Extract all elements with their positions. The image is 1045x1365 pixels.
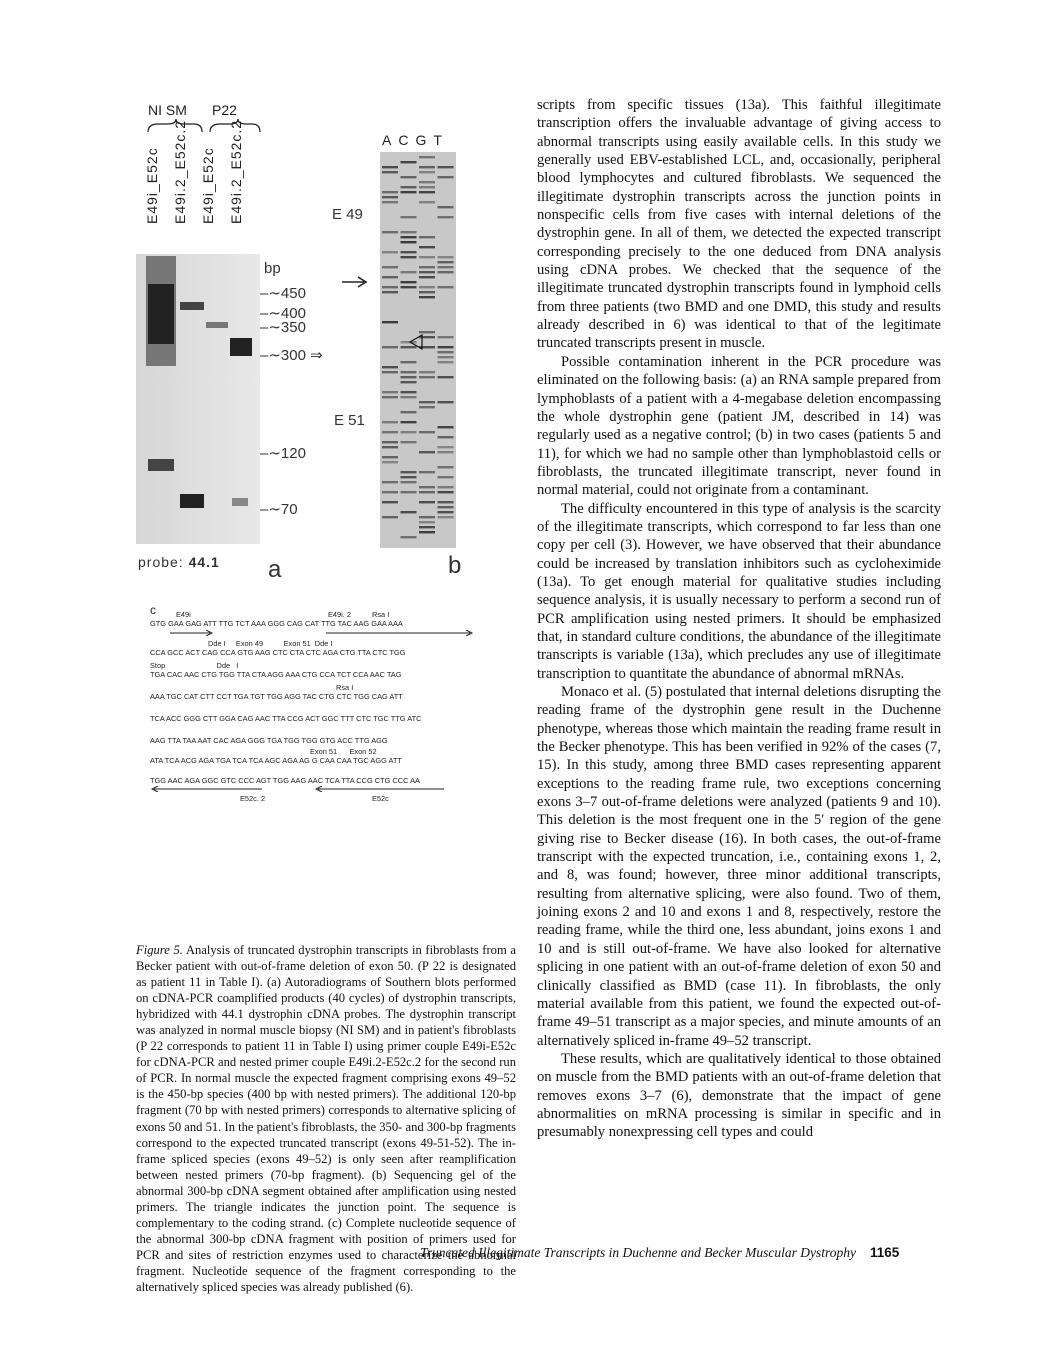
seq-line-2-labels: Dde I Exon 49 Exon 51 Dde I (208, 639, 333, 648)
gel-band (419, 401, 435, 403)
seq-line-7: ATA TCA ACG AGA TGA TCA TCA AGC AGA AG G CAA CAA TGC AGG ATT (150, 756, 402, 765)
gel-band (419, 491, 435, 493)
marker-450: –∼450 (260, 285, 306, 302)
gel-band (419, 181, 435, 183)
gel-band (401, 341, 417, 343)
gel-band (382, 441, 398, 443)
lane-label-2: E49i.2_E52c.2 (172, 119, 188, 224)
gel-band (382, 191, 398, 193)
gel-band (419, 156, 435, 158)
page-number: 1165 (869, 1245, 900, 1260)
gel-band (401, 256, 417, 258)
primer-e49i: E49i (176, 610, 191, 619)
gel-band (401, 481, 417, 483)
gel-band (401, 396, 417, 398)
gel-band (382, 371, 398, 373)
gel-band (438, 401, 454, 403)
gel-band (438, 336, 454, 338)
gel-band (438, 466, 454, 468)
gel-lane-headers: ACGT (382, 132, 449, 148)
sequencing-gel (380, 152, 456, 548)
paragraph-4: Monaco et al. (5) postulated that internal deletions disrupting the reading frame of the dystrophin gene result in the Duchenne phenotype, whereas those which maintain the reading frame result in the Becker phenotype. This has been verified in 92% of the cases (7, 15). In this study, among three BMD cases representing apparent exceptions to the reading frame rule, two exceptions concerning exons 3–7 out-of-frame deletions were analyzed (patients 9 and 10). This deletion is the most frequent one in the 5′ region of the gene giving rise to Becker disease (16). In both cases, the out-of-frame transcript with the expected truncation, i.e., containing exons 1, 2, and 8, was found; however, three minor additional transcripts, resulting from alternative splicing, were also found. Two of them, joining exons 2 and 10 and exons 1 and 8, respectively, restore the reading frame, while the third one, less abundant, joins exons 1 and 10 and is still out-of-frame. We have also looked for alternative splicing in one patient with an out-of-frame deletion of exon 50 and clinically classified as BMD (case 11). In fibroblasts, the only material available from this patient, we found the expected out-of-frame 49–51 transcript as a major species, and minute amounts of an alternatively spliced in-frame 49–52 transcript. (537, 684, 941, 1049)
gel-band (438, 436, 454, 438)
lane-label-1: E49i_E52c (144, 147, 160, 224)
gel-band (382, 171, 398, 173)
gel-band (419, 501, 435, 503)
exon-label-49: E 49 (332, 206, 363, 223)
gel-band (382, 481, 398, 483)
gel-band (438, 516, 454, 518)
gel-band (438, 446, 454, 448)
gel-band (382, 456, 398, 458)
rsa-site-1: Rsa I (372, 610, 390, 619)
gel-band (438, 491, 454, 493)
gel-band (382, 391, 398, 393)
junction-arrow-icon (342, 276, 372, 288)
probe-label: probe: 44.1 (138, 554, 220, 570)
page-footer (420, 1245, 945, 1261)
gel-band (419, 171, 435, 173)
gel-band (382, 201, 398, 203)
marker-70: –∼70 (260, 501, 298, 518)
gel-band (401, 346, 417, 348)
gel-band (438, 286, 454, 288)
gel-band (401, 371, 417, 373)
paragraph-1: scripts from specific tissues (13a). This faithful illegitimate transcription offers the invaluable advantage of giving access to abnormal transcripts using easily available cells. In this study we generally used EBV-established LCL, and, occasionally, peripheral blood lymphocytes and cultured fibroblasts. We sequenced the illegitimate dystrophin transcripts across the junction points in nonspecific cells from five cases with internal deletions of the dystrophin gene. In all of them, we detected the expected transcript corresponding precisely to the one deduced from DNA analysis using cDNA probes. We checked that the sequence of the illegitimate truncated dystrophin transcripts found in lymphoid cells from three patients (two BMD and one DMD, this study and results already described in 6) was identical to that of the legitimate truncated transcripts present in muscle. (537, 97, 941, 352)
gel-band (401, 421, 417, 423)
gel-band (438, 166, 454, 168)
marker-350: –∼350 (260, 319, 306, 336)
rsa-site-2: Rsa I (336, 683, 354, 692)
gel-band (382, 251, 398, 253)
gel-band (401, 376, 417, 378)
gel-band (419, 336, 435, 338)
gel-band (438, 176, 454, 178)
gel-band (438, 266, 454, 268)
gel-band (382, 346, 398, 348)
marker-300: –∼300 ⇒ (260, 347, 323, 364)
gel-band (419, 191, 435, 193)
paragraph-5: These results, which are qualitatively identical to those obtained on muscle from the BMD patients with an out-of-frame deletion that removes exons 3–7 (6), demonstrate that the impact of gene abnormalities on mRNA processing is similar in specific and in presumably nonexpressing cell types and could (537, 1050, 941, 1141)
gel-band (438, 206, 454, 208)
gel-band (401, 441, 417, 443)
gel-band (438, 376, 454, 378)
gel-band (401, 471, 417, 473)
gel-band (382, 446, 398, 448)
gel-band (401, 361, 417, 363)
gel-band (401, 476, 417, 478)
seq-line-2: CCA GCC ACT CAG CCA GTG AAG CTC CTA CTC AGA CTG TTA CTC TGG (150, 648, 406, 657)
gel-band (382, 166, 398, 168)
lane-label-3: E49i_E52c (200, 147, 216, 224)
primer-arrows-top (150, 630, 480, 636)
gel-band (419, 291, 435, 293)
gel-band (419, 531, 435, 533)
gel-band (401, 431, 417, 433)
gel-band (419, 296, 435, 298)
group-braces (146, 118, 266, 134)
gel-band (419, 371, 435, 373)
gel-band (382, 276, 398, 278)
lane-label-4: E49i.2_E52c.2 (228, 119, 244, 224)
paragraph-3: The difficulty encountered in this type of analysis is the scarcity of the illegitimate transcripts, which correspond to far less than one copy per cell (3). However, we have observed that their abundance could be increased by translation inhibitors such as cycloheximide (13a). To get enough material for qualitative studies including sequence analysis, it is usually necessary to perform a second run of PCR amplification using nested primers. It should be emphasized that, in standard culture conditions, the abundance of the illegitimate transcripts is variable (13a), which precludes any use of illegitimate transcription to quantitate the abundance of abnormal mRNAs. (537, 500, 941, 682)
gel-band (401, 411, 417, 413)
gel-band (419, 516, 435, 518)
gel-band (401, 286, 417, 288)
gel-band (401, 536, 417, 538)
gel-band (419, 276, 435, 278)
gel-band (419, 246, 435, 248)
paragraph-2: Possible contamination inherent in the PCR procedure was eliminated on the following basis: (a) an RNA sample prepared from lymphoblasts of a patient with a 4-megabase deletion encompassing the whole dystrophin gene (patient JM, described in 14) was regularly used as a negative control; (b) in two cases (patients 5 and 11), for which we had no sample other than lymphoblastoid cells or fibroblasts, the truncated illegitimate transcript, never found in normal material, could not originate from a contaminant. (537, 353, 941, 499)
seq-line-8: TGG AAC AGA GGC GTC CCC AGT TGG AAG AAC TCA TTA CCG CTG CCC AA (150, 776, 420, 785)
gel-band (401, 231, 417, 233)
gel-band (419, 431, 435, 433)
gel-band (419, 271, 435, 273)
figure-caption (136, 942, 516, 1295)
gel-band (438, 501, 454, 503)
gel-band (438, 356, 454, 358)
gel-band (382, 231, 398, 233)
seq-line-6: AAG TTA TAA AAT CAC AGA GGG TGA TGG TGG GTG ACC TTG AGG (150, 736, 388, 745)
caption-text: Analysis of truncated dystrophin transcripts in fibroblasts from a Becker patient with out-of-frame deletion of exon 50. (P 22 is designated as patient 11 in Table I). (a) Autoradiograms of Southern blots performed on cDNA-PCR coamplified products (40 cycles) of dystrophin transcripts, hybridized with 44.1 dystrophin cDNA probes. The dystrophin transcript was analyzed in normal muscle biopsy (NI SM) and in patient's fibroblasts (P 22 corresponds to patient 11 in Table I) using primer couple E49i-E52c for cDNA-PCR and nested primer couple E49i.2-E52c.2 for the second run of PCR. In normal muscle the expected fragment comprising exons 49–52 is the 450-bp species (400 bp with nested primers). The additional 120-bp fragment (70 bp with nested primers) corresponds to alternative splicing of exons 50 and 51. In the patient's fibroblasts, the 350- and 300-bp fragments correspond to the expected truncated transcript (exons 49-51-52). The in-frame spliced species (exons 49–52) is only seen after reamplification between nested primers (70-bp fragment). (b) Sequencing gel of the abnormal 300-bp cDNA segment obtained after amplification using nested primers. The triangle indicates the junction point. The sequence is complementary to the coding strand. (c) Complete nucleotide sequence of the abnormal 300-bp cDNA fragment with position of primers used for PCR and sites of restriction enzymes used to characterize the abnormal fragment. Nucleotide sequence of the fragment corresponding to the alternatively spliced species was already published (6). (136, 943, 517, 1294)
exon-label-51: E 51 (334, 412, 365, 429)
gel-band (419, 486, 435, 488)
figure-5 (136, 96, 516, 596)
gel-band (401, 511, 417, 513)
gel-band (419, 236, 435, 238)
gel-band (419, 376, 435, 378)
gel-band (438, 361, 454, 363)
gel-band (401, 236, 417, 238)
gel-band (419, 331, 435, 333)
marker-400: –∼400 (260, 305, 306, 322)
gel-band (401, 281, 417, 283)
gel-band (382, 501, 398, 503)
bp-label: bp (264, 260, 281, 277)
seq-line-7-labels: Exon 51 Exon 52 (310, 747, 377, 756)
gel-band (419, 166, 435, 168)
gel-band (401, 161, 417, 163)
seq-line-3: TGA CAC AAC CTG TGG TTA CTA AGG AAA CTG CCA TCT CCA AAC TAG (150, 670, 402, 679)
gel-band (382, 196, 398, 198)
gel-band (401, 216, 417, 218)
seq-line-4: AAA TGC CAT CTT CCT TGA TGT TGG AGG TAC CTG CTC TGG CAG ATT (150, 692, 403, 701)
gel-band (382, 491, 398, 493)
gel-band (382, 396, 398, 398)
gel-band (419, 286, 435, 288)
gel-band (382, 266, 398, 268)
gel-band (382, 431, 398, 433)
gel-band (419, 201, 435, 203)
autoradiogram (136, 254, 260, 544)
gel-band (382, 291, 398, 293)
running-title: Truncated Illegitimate Transcripts in Duchenne and Becker Muscular Dystrophy (420, 1245, 856, 1260)
gel-band (438, 451, 454, 453)
gel-band (419, 526, 435, 528)
primer-e52c-2: E52c. 2 (240, 794, 266, 803)
gel-band (438, 426, 454, 428)
gel-band (438, 511, 454, 513)
gel-band (401, 491, 417, 493)
gel-band (401, 176, 417, 178)
seq-line-3-labels: Stop Dde I (150, 661, 239, 670)
gel-band (419, 256, 435, 258)
gel-band (401, 191, 417, 193)
gel-band (438, 351, 454, 353)
gel-band (382, 461, 398, 463)
gel-band (438, 346, 454, 348)
primer-e52c: E52c (372, 794, 389, 803)
gel-band (438, 261, 454, 263)
marker-120: –∼120 (260, 445, 306, 462)
gel-band (419, 451, 435, 453)
gel-band (382, 321, 398, 323)
gel-band (419, 406, 435, 408)
gel-band (438, 271, 454, 273)
gel-band (438, 486, 454, 488)
caption-label: Figure 5. (136, 943, 183, 957)
gel-band (438, 216, 454, 218)
group-label-patient: P22 (212, 102, 237, 118)
primer-e49i-2: E49i. 2 (328, 610, 352, 619)
gel-band (382, 516, 398, 518)
gel-band (382, 421, 398, 423)
gel-band (438, 256, 454, 258)
seq-line-5: TCA ACC GGG CTT GGA CAG AAC TTA CCG ACT GGC TTT CTC TGC TTG ATC (150, 714, 422, 723)
gel-band (419, 186, 435, 188)
gel-band (438, 476, 454, 478)
panel-letter-b: b (448, 552, 462, 579)
gel-band (419, 521, 435, 523)
gel-band (401, 241, 417, 243)
gel-band (401, 381, 417, 383)
gel-band (438, 506, 454, 508)
gel-band (419, 266, 435, 268)
primer-arrows-bottom (150, 786, 480, 792)
gel-band (401, 271, 417, 273)
gel-band (401, 251, 417, 253)
body-text-column (537, 96, 941, 1142)
gel-band (419, 471, 435, 473)
gel-band (401, 391, 417, 393)
gel-band (382, 366, 398, 368)
seq-line-1: GTG GAA GAG ATT TTG TCT AAA GGG CAG CAT TTG TAC AAG GAA AAA (150, 619, 403, 628)
panel-letter-a: a (268, 556, 282, 583)
group-label-normal-muscle: NI SM (148, 102, 187, 118)
gel-band (401, 186, 417, 188)
gel-band (382, 286, 398, 288)
panel-letter-c: c (150, 603, 156, 617)
